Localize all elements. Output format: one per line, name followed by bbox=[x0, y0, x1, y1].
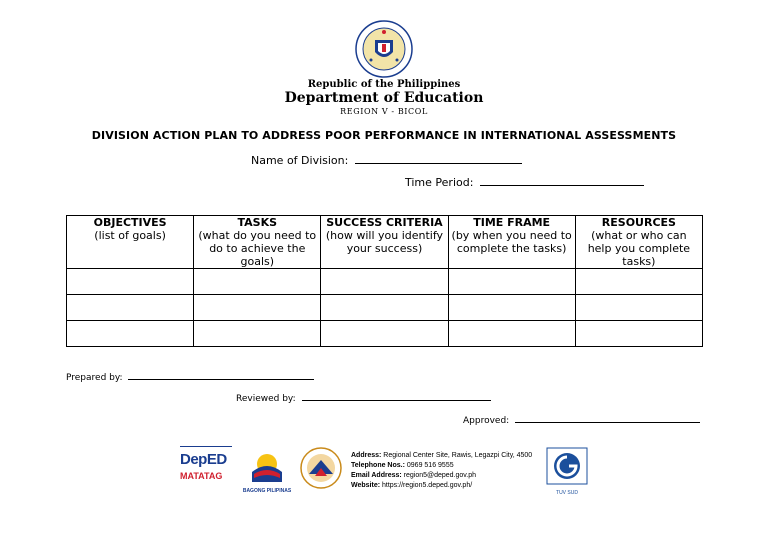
column-subtitle: (how will you identify your success) bbox=[325, 229, 444, 255]
reviewed-by-line[interactable] bbox=[302, 390, 491, 401]
time-period-label: Time Period: bbox=[405, 176, 474, 189]
column-subtitle: (by when you need to complete the tasks) bbox=[451, 229, 572, 255]
table-row bbox=[67, 269, 703, 295]
division-field bbox=[251, 151, 522, 167]
reviewed-by-field bbox=[236, 390, 491, 404]
table-cell[interactable] bbox=[67, 295, 194, 321]
contact-block bbox=[351, 451, 532, 491]
time-period-input-line[interactable] bbox=[480, 173, 644, 186]
column-subtitle: (what do you need to do to achieve the goals) bbox=[198, 229, 317, 268]
website-line bbox=[351, 481, 532, 491]
document-title: DIVISION ACTION PLAN TO ADDRESS POOR PERFORMANCE IN INTERNATIONAL ASSESSMENTS bbox=[91, 129, 677, 142]
division-label: Name of Division: bbox=[251, 154, 349, 167]
prepared-by-field bbox=[66, 369, 314, 383]
address-label: Address: bbox=[351, 452, 382, 459]
reviewed-by-label: Reviewed by: bbox=[236, 394, 296, 404]
website-value[interactable]: https://region5.deped.gov.ph/ bbox=[382, 482, 473, 489]
region-v-seal bbox=[299, 446, 343, 490]
column-header-objectives bbox=[67, 216, 194, 269]
approved-line[interactable] bbox=[515, 412, 700, 423]
table-cell[interactable] bbox=[321, 295, 448, 321]
action-plan-table bbox=[66, 215, 703, 347]
approved-label: Approved: bbox=[463, 416, 510, 426]
table-cell[interactable] bbox=[448, 295, 575, 321]
table-cell[interactable] bbox=[448, 269, 575, 295]
table-cell[interactable] bbox=[575, 321, 702, 347]
table-cell[interactable] bbox=[575, 269, 702, 295]
email-value[interactable]: region5@deped.gov.ph bbox=[403, 472, 477, 479]
certification-icon bbox=[545, 446, 589, 486]
table-header-row bbox=[67, 216, 703, 269]
email-line bbox=[351, 471, 532, 481]
time-period-field bbox=[405, 173, 644, 189]
letterhead-region: REGION V - BICOL bbox=[340, 107, 428, 116]
column-title: SUCCESS CRITERIA bbox=[326, 216, 443, 229]
telephone-value: 0969 516 9555 bbox=[406, 462, 454, 469]
column-subtitle: (what or who can help you complete tasks) bbox=[587, 229, 691, 268]
tuv-certification-logo bbox=[545, 446, 589, 498]
column-subtitle: (list of goals) bbox=[94, 229, 166, 242]
prepared-by-label: Prepared by: bbox=[66, 373, 123, 383]
column-header-success-criteria bbox=[321, 216, 448, 269]
table-cell[interactable] bbox=[321, 321, 448, 347]
bagong-pilipinas-logo bbox=[242, 446, 292, 494]
column-title: OBJECTIVES bbox=[93, 216, 167, 229]
table-cell[interactable] bbox=[194, 321, 321, 347]
table-row bbox=[67, 295, 703, 321]
table-cell[interactable] bbox=[67, 269, 194, 295]
deped-seal bbox=[355, 20, 413, 78]
column-header-tasks bbox=[194, 216, 321, 269]
division-input-line[interactable] bbox=[355, 151, 522, 164]
deped-logo-text: DepED bbox=[180, 451, 227, 468]
column-title: TASKS bbox=[237, 216, 278, 229]
table-cell[interactable] bbox=[448, 321, 575, 347]
table-cell[interactable] bbox=[575, 295, 702, 321]
column-title: RESOURCES bbox=[601, 216, 676, 229]
matatag-text: MATATAG bbox=[180, 471, 223, 481]
letterhead-department: Department of Education bbox=[284, 90, 484, 106]
column-header-time-frame bbox=[448, 216, 575, 269]
address-value: Regional Center Site, Rawis, Legazpi City, 4500 bbox=[383, 452, 533, 459]
column-header-resources bbox=[575, 216, 702, 269]
approved-field bbox=[463, 412, 700, 426]
prepared-by-line[interactable] bbox=[128, 369, 314, 380]
address-line bbox=[351, 451, 532, 461]
deped-matatag-logo bbox=[180, 446, 232, 492]
letterhead-republic: Republic of the Philippines bbox=[307, 79, 461, 90]
telephone-line bbox=[351, 461, 532, 471]
email-label: Email Address: bbox=[351, 472, 402, 479]
telephone-label: Telephone Nos.: bbox=[351, 462, 405, 469]
tuv-text: TUV SUD bbox=[556, 490, 578, 496]
table-row bbox=[67, 321, 703, 347]
column-title: TIME FRAME bbox=[473, 216, 551, 229]
sun-icon bbox=[242, 446, 292, 484]
table-cell[interactable] bbox=[194, 295, 321, 321]
website-label: Website: bbox=[351, 482, 381, 489]
table-cell[interactable] bbox=[194, 269, 321, 295]
bagong-pilipinas-text: BAGONG PILIPINAS bbox=[242, 488, 292, 494]
table-cell[interactable] bbox=[67, 321, 194, 347]
table-cell[interactable] bbox=[321, 269, 448, 295]
